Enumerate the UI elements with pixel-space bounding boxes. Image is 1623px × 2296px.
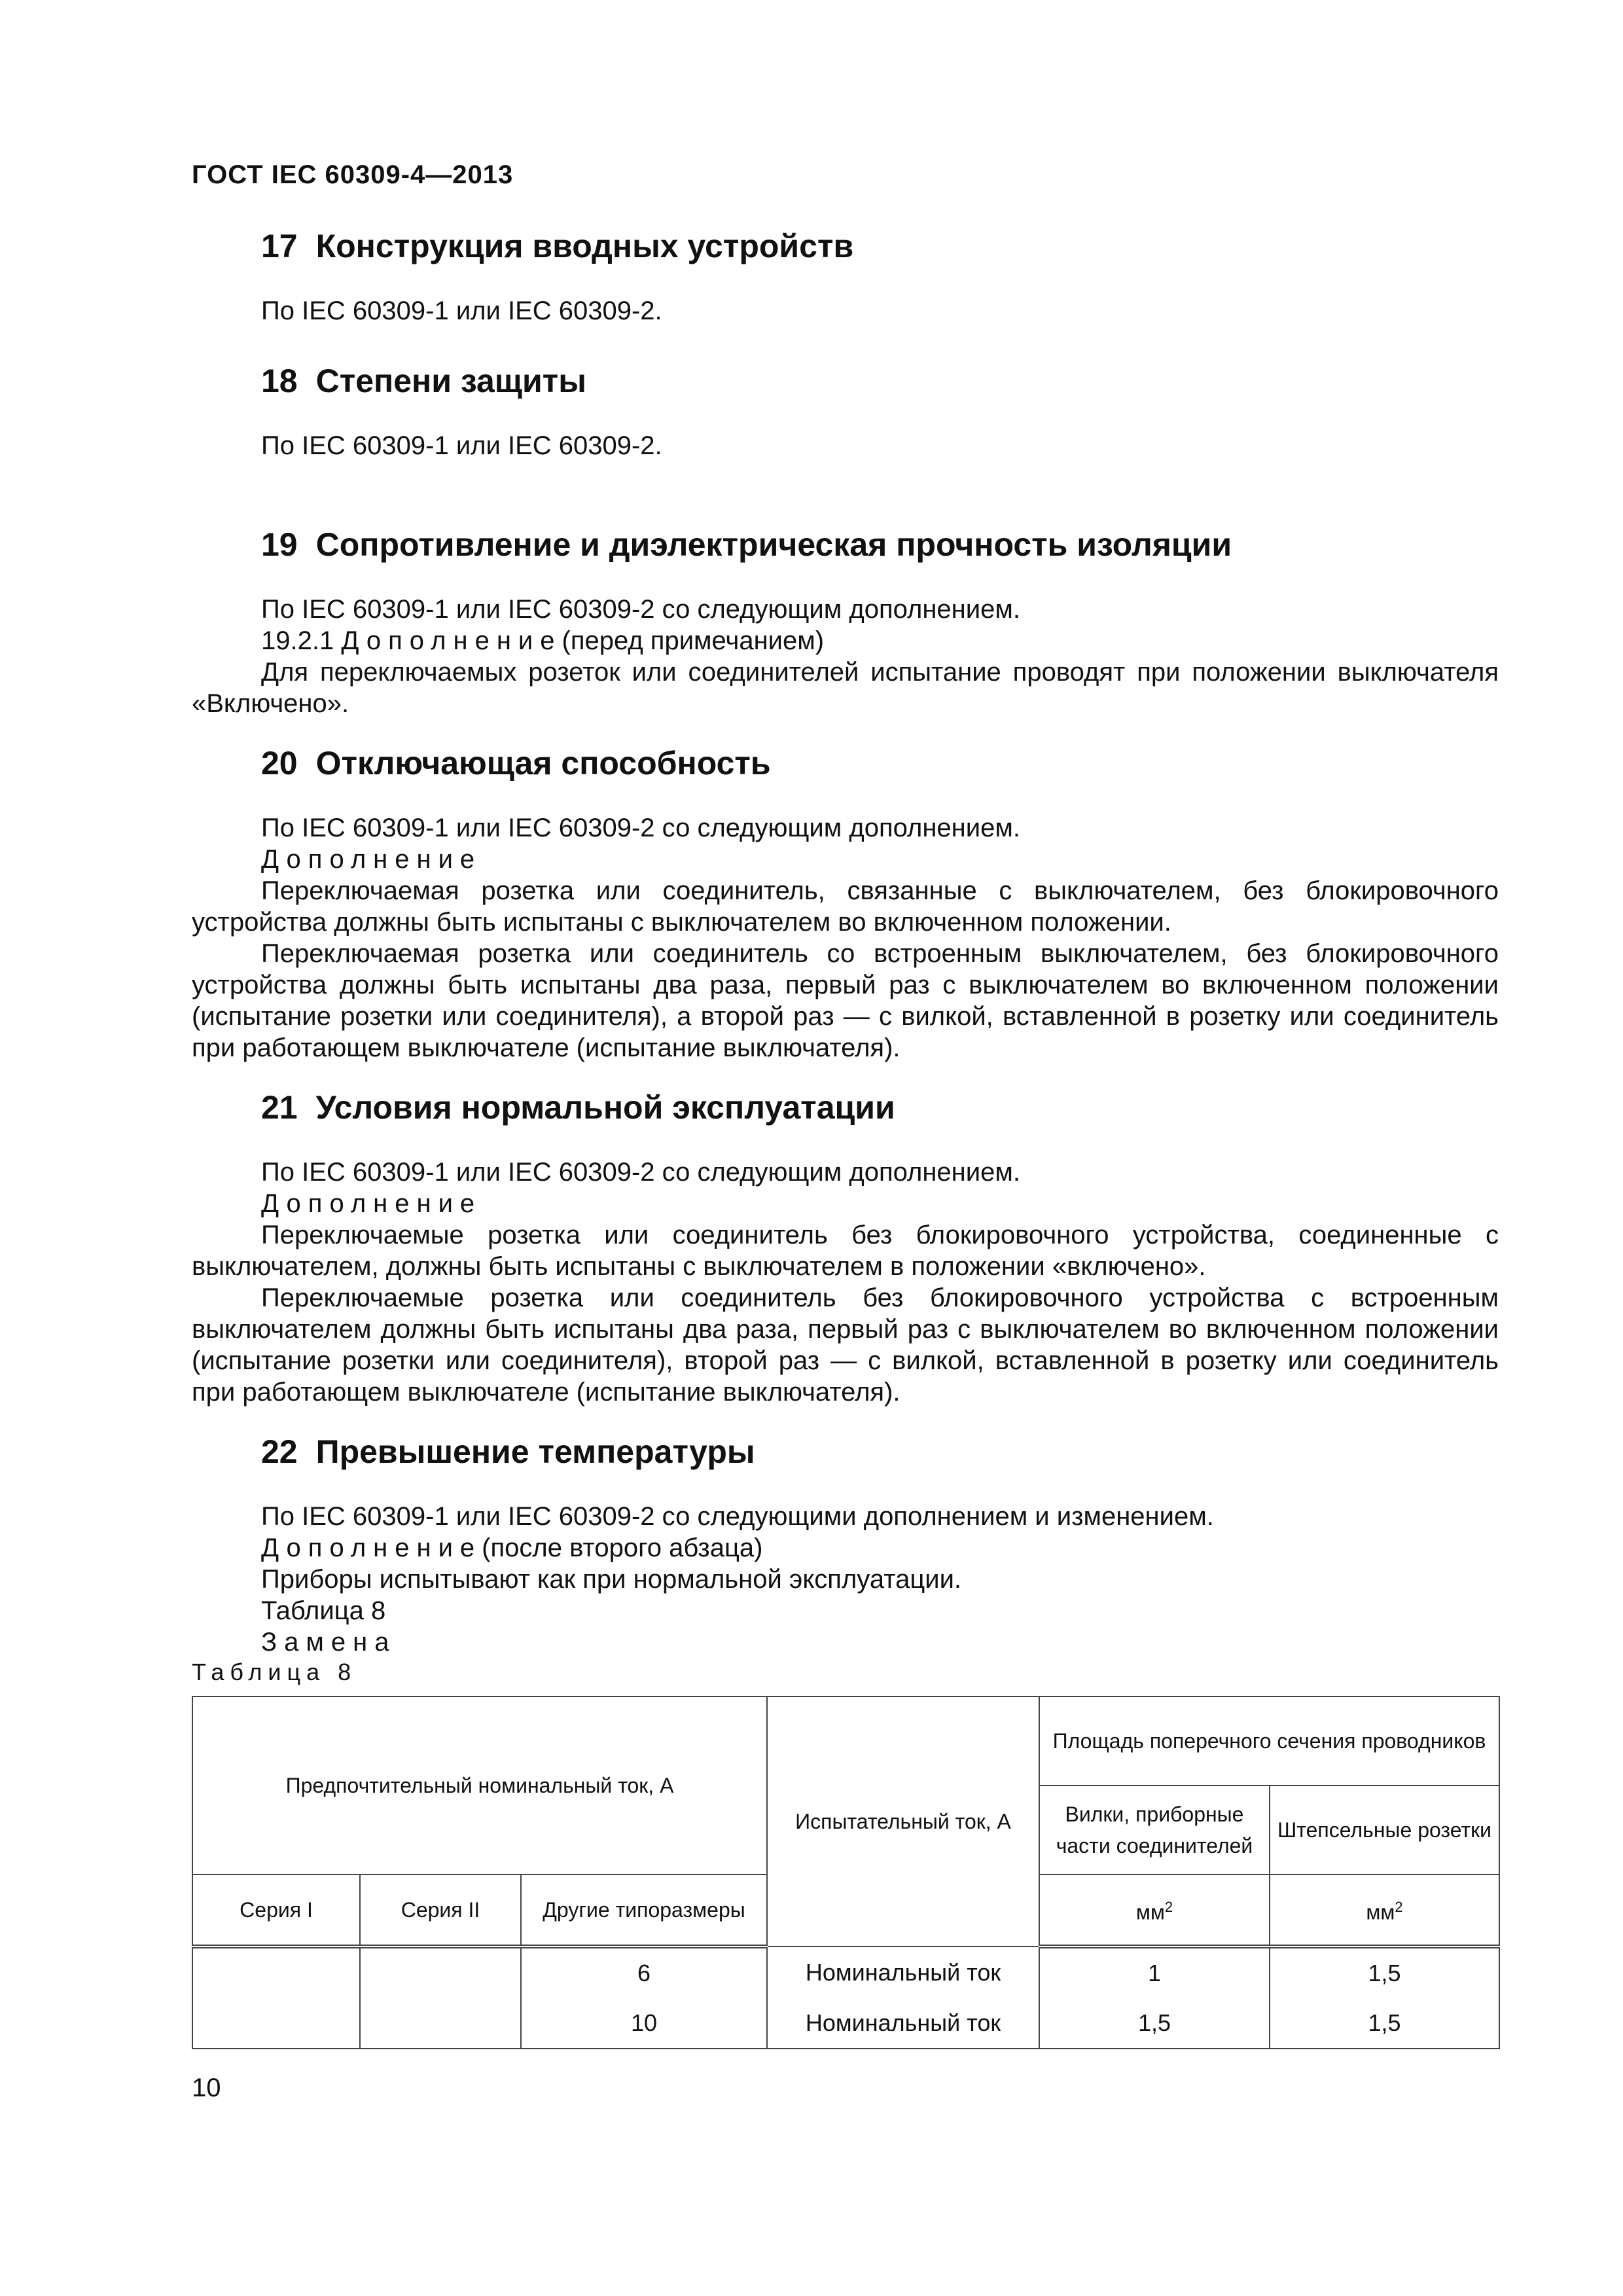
section-22-paragraph-3: Приборы испытывают как при нормальной эксплуатации.	[261, 1565, 962, 1594]
section-22-paragraph-4: Таблица 8	[261, 1596, 386, 1625]
section-number: 22	[261, 1433, 298, 1470]
cell-series-2	[360, 1946, 521, 1998]
page-number: 10	[192, 2073, 221, 2102]
addition-note: (перед примечанием)	[562, 626, 825, 655]
cell-series-1	[192, 1946, 360, 1998]
section-21-title	[261, 1087, 1499, 1128]
cell-test-current: Номинальный ток	[767, 1998, 1039, 2049]
section-22-paragraph-2	[192, 1532, 1499, 1564]
header-test-current: Испытательный ток, А	[767, 1696, 1039, 1946]
section-heading: Отключающая способность	[315, 745, 771, 781]
section-22-paragraph-1: По IEC 60309-1 или IEC 60309-2 со следующими дополнением и изменением.	[261, 1502, 1214, 1531]
section-number: 19	[261, 526, 298, 563]
header-preferred-current: Предпочтительный номинальный ток, А	[192, 1696, 767, 1874]
table-row	[192, 1998, 1499, 2049]
header-unit-sockets	[1270, 1874, 1499, 1946]
section-number: 17	[261, 228, 298, 264]
table-8-caption: Таблица 8	[192, 1659, 357, 1685]
header-series-1: Серия I	[192, 1874, 360, 1946]
cell-other: 6	[521, 1946, 767, 1998]
table-8	[192, 1696, 1500, 2049]
unit-exponent: 2	[1164, 1899, 1173, 1916]
unit-text: мм	[1366, 1900, 1395, 1924]
section-heading: Конструкция вводных устройств	[315, 228, 854, 264]
cell-other: 10	[521, 1998, 767, 2049]
section-number: 21	[261, 1089, 298, 1126]
section-21-paragraph-1: По IEC 60309-1 или IEC 60309-2 со следующим дополнением.	[261, 1158, 1020, 1187]
addition-label: Дополнение	[341, 626, 562, 655]
header-other-sizes: Другие типоразмеры	[521, 1874, 767, 1946]
section-number: 18	[261, 363, 298, 399]
section-18-title	[261, 361, 1499, 401]
clause-number: 19.2.1	[261, 626, 334, 655]
section-21-addition-label: Дополнение	[261, 1189, 482, 1218]
addition-label: Дополнение	[261, 1534, 482, 1562]
cell-plugs: 1	[1039, 1946, 1270, 1998]
addition-note: (после второго абзаца)	[482, 1534, 763, 1562]
section-number: 20	[261, 745, 298, 781]
section-21-paragraph-4: Переключаемые розетка или соединитель без блокировочного устройства с встроенным выключателем должны быть испытаны два раза, первый раз с выключателем во включенном положении (испытание розетки или соединителя), второй раз — с вилкой, вставленной в розетку или соединитель при работающем выключателе (испытание выключателя).	[192, 1283, 1499, 1407]
section-20-paragraph-3: Переключаемая розетка или соединитель, связанные с выключателем, без блокировочного устройства должны быть испытаны с выключателем во включенном положении.	[192, 876, 1499, 937]
section-20-addition-label: Дополнение	[261, 845, 482, 874]
section-heading: Сопротивление и диэлектрическая прочность изоляции	[315, 526, 1232, 563]
cell-sockets: 1,5	[1270, 1946, 1499, 1998]
cell-sockets: 1,5	[1270, 1998, 1499, 2049]
unit-text: мм	[1135, 1900, 1165, 1924]
section-21-paragraph-3: Переключаемые розетка или соединитель без блокировочного устройства, соединенные с выключателем, должны быть испытаны с выключателем в положении «включено».	[192, 1221, 1499, 1281]
header-sockets: Штепсельные розетки	[1270, 1785, 1499, 1874]
section-19-title	[261, 524, 1499, 565]
cell-plugs: 1,5	[1039, 1998, 1270, 2049]
section-20-title	[261, 743, 1499, 783]
section-19-paragraph-2	[192, 625, 1499, 656]
unit-exponent: 2	[1395, 1899, 1403, 1916]
section-heading: Условия нормальной эксплуатации	[315, 1089, 895, 1126]
cell-series-2	[360, 1998, 521, 2049]
page-content	[192, 226, 1499, 2049]
section-heading: Превышение температуры	[315, 1433, 755, 1470]
header-series-2: Серия II	[360, 1874, 521, 1946]
section-17-paragraph: По IEC 60309-1 или IEC 60309-2.	[261, 296, 662, 325]
header-unit-plugs	[1039, 1874, 1270, 1946]
section-20-paragraph-4: Переключаемая розетка или соединитель со встроенным выключателем, без блокировочного устройства должны быть испытаны два раза, первый раз с выключателем во включенном положении (испытание розетки или соединителя), а второй раз — с вилкой, вставленной в розетку или соединитель при работающем выключателе (испытание выключателя).	[192, 939, 1499, 1062]
section-17-title	[261, 226, 1499, 266]
section-heading: Степени защиты	[315, 363, 586, 399]
cell-test-current: Номинальный ток	[767, 1946, 1039, 1998]
document-code: ГОСТ IEC 60309-4—2013	[192, 160, 514, 189]
section-20-paragraph-1: По IEC 60309-1 или IEC 60309-2 со следующим дополнением.	[261, 814, 1020, 842]
section-19-paragraph-3: Для переключаемых розеток или соединителей испытание проводят при положении выключателя «Включено».	[192, 658, 1499, 718]
header-cross-section: Площадь поперечного сечения проводников	[1039, 1696, 1499, 1785]
cell-series-1	[192, 1998, 360, 2049]
section-22-replacement-label: Замена	[261, 1628, 397, 1657]
header-plugs: Вилки, приборные части соединителей	[1039, 1785, 1270, 1874]
section-22-title	[261, 1431, 1499, 1472]
table-row	[192, 1946, 1499, 1998]
section-18-paragraph: По IEC 60309-1 или IEC 60309-2.	[261, 431, 662, 460]
section-19-paragraph-1: По IEC 60309-1 или IEC 60309-2 со следующим дополнением.	[261, 595, 1020, 624]
